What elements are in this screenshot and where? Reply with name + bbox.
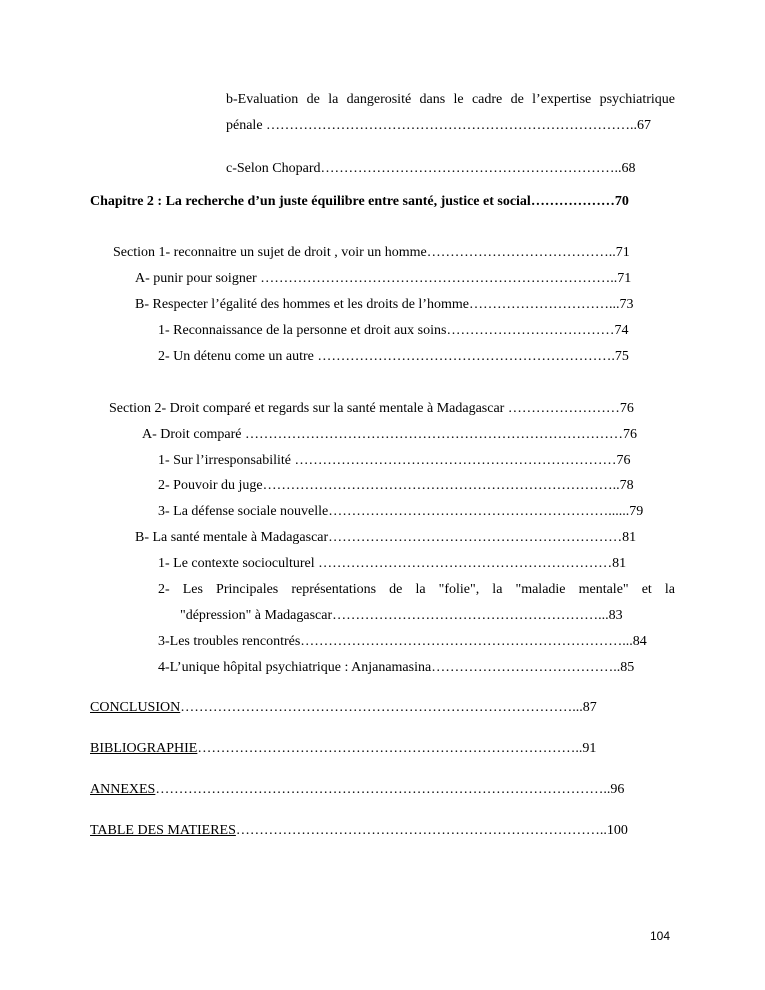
toc-entry-s2-b2-line1: 2- Les Principales représentations de la "folie", la "maladie mentale" et la	[158, 582, 675, 597]
toc-section-2: Section 2- Droit comparé et regards sur la santé mentale à Madagascar ……………………76	[109, 401, 634, 416]
page-number: 104	[650, 929, 671, 943]
toc-entry-b-evaluation-line2: pénale ……………………………………………………………………..67	[226, 118, 652, 133]
toc-entry-s2-b4: 4-L’unique hôpital psychiatrique : Anjanamasina…………………………………..85	[158, 660, 635, 675]
toc-entry-s2-b: B- La santé mentale à Madagascar………………………………………………………81	[135, 530, 637, 545]
toc-table-des-matieres-leader: ……………………………………………………………………..100	[235, 823, 628, 838]
toc-entry-c-selon-chopard: c-Selon Chopard………………………………………………………..68	[226, 161, 636, 176]
toc-entry-s2-b2-line2: "dépression" à Madagascar…………………………………………………...83	[180, 608, 623, 623]
toc-conclusion	[90, 699, 597, 717]
toc-bibliographie-label: BIBLIOGRAPHIE	[90, 741, 198, 756]
toc-entry-s2-a: A- Droit comparé ………………………………………………………………………76	[142, 427, 638, 442]
toc-annexes	[90, 781, 624, 799]
toc-bibliographie-leader: ………………………………………………………………………..91	[197, 741, 597, 756]
toc-entry-s1-b1: 1- Reconnaissance de la personne et droit aux soins………………………………74	[158, 323, 629, 338]
toc-entry-s2-a2: 2- Pouvoir du juge…………………………………………………………………..78	[158, 478, 634, 493]
toc-table-des-matieres	[90, 822, 628, 840]
toc-entry-s2-b1: 1- Le contexte socioculturel ………………………………………………………81	[158, 556, 627, 571]
toc-chapter-2: Chapitre 2 : La recherche d’un juste équilibre entre santé, justice et social………………70	[90, 194, 629, 209]
toc-annexes-leader: ……………………………………………………………………………………..96	[155, 782, 625, 797]
toc-conclusion-leader: …………………………………………………………………………...87	[180, 700, 597, 715]
toc-annexes-label: ANNEXES	[90, 782, 156, 797]
toc-entry-s1-b2: 2- Un détenu come un autre ……………………………………………………….75	[158, 349, 629, 364]
toc-entry-s2-a3: 3- La défense sociale nouvelle……………………………………………………......79	[158, 504, 644, 519]
toc-table-des-matieres-label: TABLE DES MATIERES	[90, 823, 236, 838]
toc-entry-s2-a1: 1- Sur l’irresponsabilité ……………………………………………………………76	[158, 453, 631, 468]
toc-bibliographie	[90, 740, 596, 758]
toc-section-1: Section 1- reconnaitre un sujet de droit , voir un homme…………………………………..71	[113, 245, 630, 260]
toc-entry-s1-a: A- punir pour soigner …………………………………………………………………..71	[135, 271, 632, 286]
toc-entry-s2-b3: 3-Les troubles rencontrés……………………………………………………………...84	[158, 634, 647, 649]
toc-conclusion-label: CONCLUSION	[90, 700, 181, 715]
toc-entry-s1-b: B- Respecter l’égalité des hommes et les droits de l’homme…………………………...73	[135, 297, 634, 312]
toc-entry-b-evaluation-line1: b-Evaluation de la dangerosité dans le cadre de l’expertise psychiatrique	[226, 92, 675, 107]
